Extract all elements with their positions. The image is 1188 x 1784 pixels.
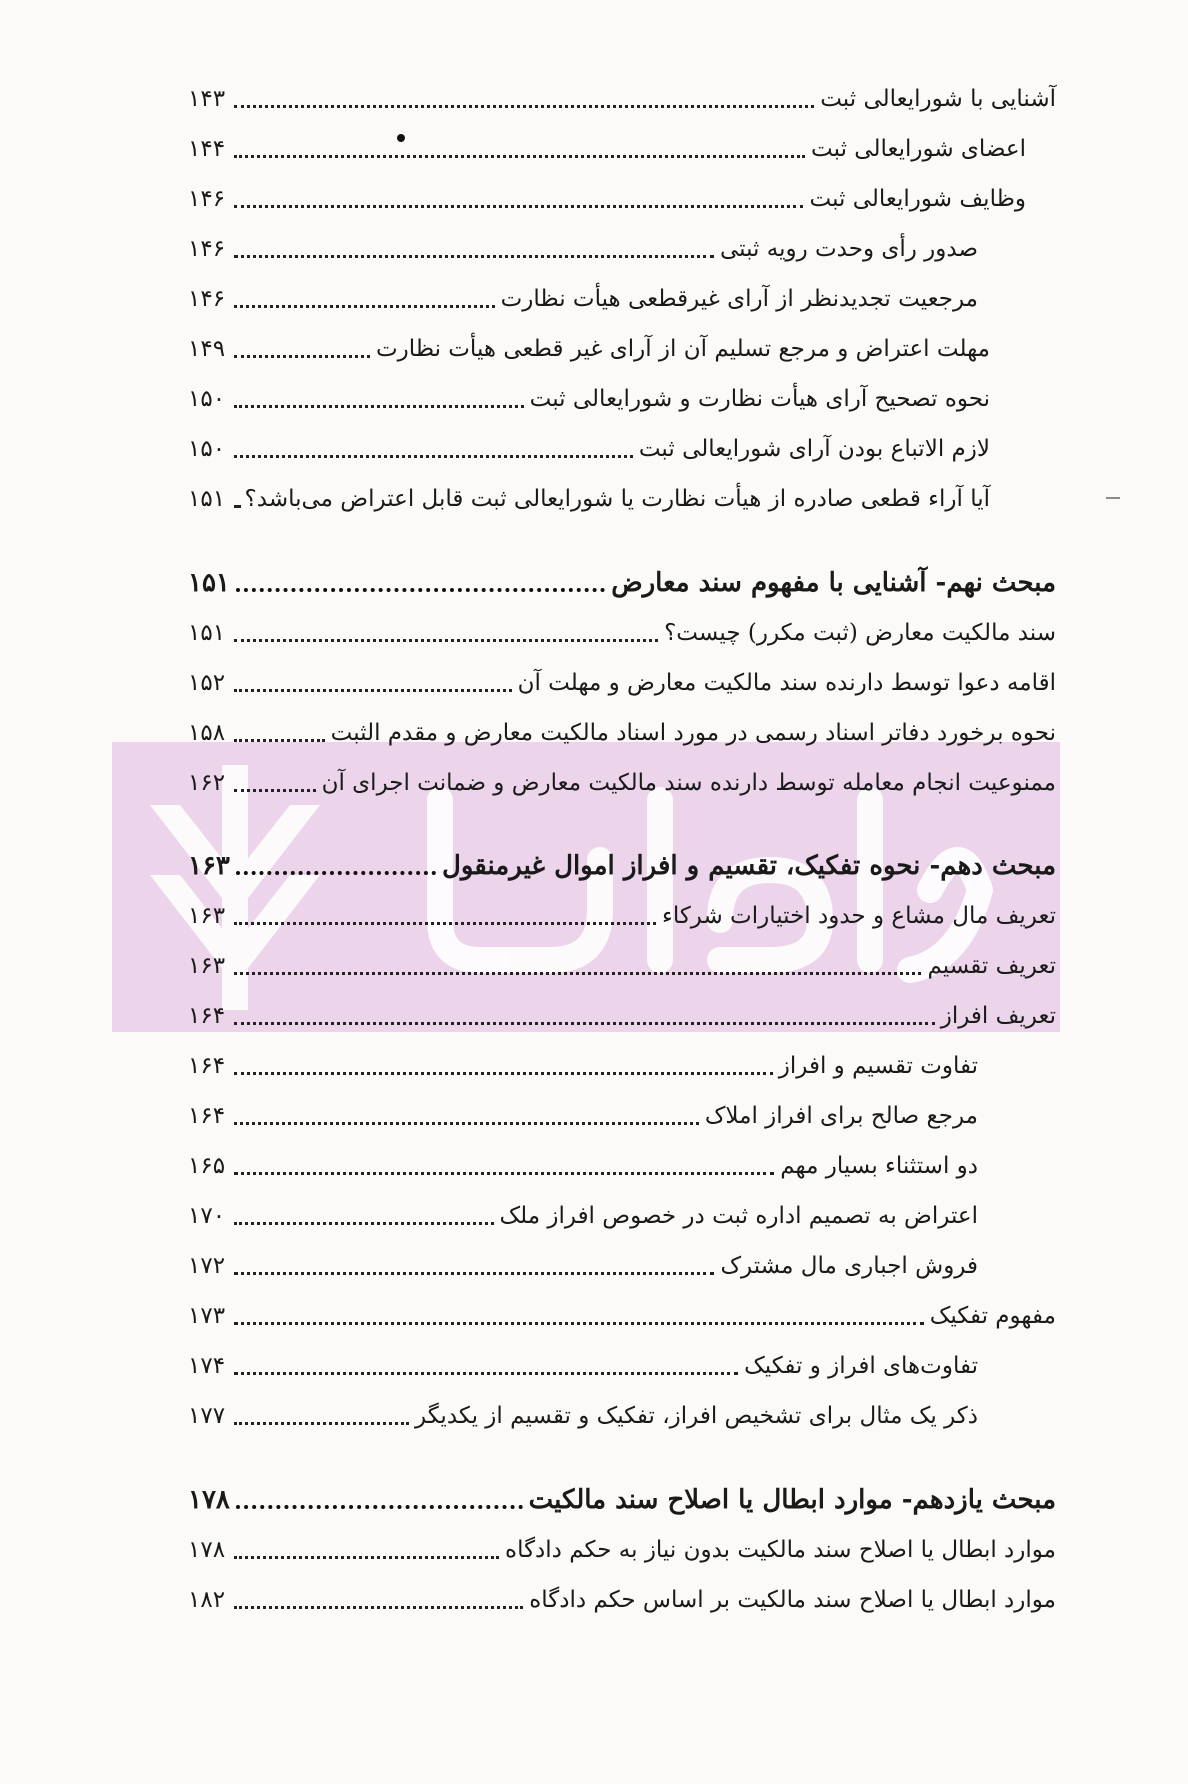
toc-row <box>188 710 1056 756</box>
toc-leader-dots <box>236 1505 523 1509</box>
toc-leader-dots <box>234 739 325 742</box>
toc-page-number: ۱۸۲ <box>188 1587 226 1613</box>
toc-row <box>188 760 1056 806</box>
toc-leader-dots <box>234 255 714 258</box>
toc-row <box>188 893 1056 939</box>
toc-leader-dots <box>234 1072 773 1075</box>
toc-page-number: ۱۴۴ <box>188 136 226 162</box>
toc-row <box>188 993 1056 1039</box>
toc-leader-dots <box>234 405 524 408</box>
toc-entry-title: تفاوت‌های افراز و تفکیک <box>744 1353 978 1379</box>
toc-page-number: ۱۶۳ <box>188 953 226 979</box>
toc-leader-dots <box>234 1122 699 1125</box>
toc-page-number: ۱۴۳ <box>188 86 226 112</box>
ink-mark-icon <box>1106 495 1120 501</box>
toc-row <box>188 426 990 472</box>
toc-entry-title: مهلت اعتراض و مرجع تسلیم آن از آرای غیر قطعی هیأت نظارت <box>375 336 990 362</box>
toc-page-number: ۱۴۹ <box>188 336 226 362</box>
toc-leader-dots <box>234 155 805 158</box>
toc-row <box>188 1343 978 1389</box>
toc-page-number: ۱۴۶ <box>188 286 226 312</box>
toc-row <box>188 943 1056 989</box>
toc-page-number: ۱۶۴ <box>188 1053 226 1079</box>
toc-entry-title: ممنوعیت انجام معامله توسط دارنده سند مالکیت معارض و ضمانت اجرای آن <box>321 770 1056 796</box>
toc-page-number: ۱۵۰ <box>188 436 226 462</box>
toc-entry-title: ذکر یک مثال برای تشخیص افراز، تفکیک و تقسیم از یکدیگر <box>415 1403 978 1429</box>
toc-leader-dots <box>234 922 656 925</box>
toc-entry-title: سند مالکیت معارض (ثبت مکرر) چیست؟ <box>664 620 1056 646</box>
toc-entry-title: نحوه برخورد دفاتر اسناد رسمی در مورد اسناد مالکیت معارض و مقدم الثبت <box>330 720 1056 746</box>
toc-page-number: ۱۷۰ <box>188 1203 226 1229</box>
toc-leader-dots <box>234 1372 738 1375</box>
toc-leader-dots <box>234 455 633 458</box>
toc-entry-title: موارد ابطال یا اصلاح سند مالکیت بدون نیاز به حکم دادگاه <box>505 1537 1056 1563</box>
toc-leader-dots <box>234 1422 409 1425</box>
toc-page-number: ۱۶۳ <box>188 851 230 881</box>
toc-entry-title: اعتراض به تصمیم اداره ثبت در خصوص افراز ملک <box>499 1203 978 1229</box>
toc-leader-dots <box>234 789 316 792</box>
toc-page-number: ۱۶۵ <box>188 1153 226 1179</box>
toc-page-number: ۱۵۱ <box>188 568 230 598</box>
toc-entry-title: اقامه دعوا توسط دارنده سند مالکیت معارض و مهلت آن <box>517 670 1056 696</box>
toc-row <box>188 226 978 272</box>
toc-entry-title: آیا آراء قطعی صادره از هیأت نظارت یا شورایعالی ثبت قابل اعتراض می‌باشد؟ <box>244 486 990 512</box>
toc-row <box>188 176 1026 222</box>
toc-page-number: ۱۵۸ <box>188 720 226 746</box>
toc-row <box>188 376 990 422</box>
toc-heading-title: مبحث دهم- نحوه تفکیک، تقسیم و افراز اموال غیرمنقول <box>441 851 1056 881</box>
toc-page-number: ۱۵۱ <box>188 486 226 512</box>
toc-leader-dots <box>234 1272 714 1275</box>
toc-heading-title: مبحث یازدهم- موارد ابطال یا اصلاح سند مالکیت <box>528 1485 1056 1515</box>
toc-page-number: ۱۴۶ <box>188 186 226 212</box>
toc-page-number: ۱۶۳ <box>188 903 226 929</box>
toc-leader-dots <box>234 105 814 108</box>
toc-entry-title: تعریف تقسیم <box>927 953 1056 979</box>
toc-leader-dots <box>234 1606 523 1609</box>
toc-page-number: ۱۶۴ <box>188 1003 226 1029</box>
toc-section-heading <box>188 1472 1056 1528</box>
toc-page-number: ۱۷۷ <box>188 1403 226 1429</box>
toc-entry-title: مفهوم تفکیک <box>929 1303 1056 1329</box>
toc-heading-title: مبحث نهم- آشنایی با مفهوم سند معارض <box>611 568 1056 598</box>
toc-entry-title: لازم الاتباع بودن آرای شورایعالی ثبت <box>638 436 990 462</box>
toc-row <box>188 76 1056 122</box>
toc-leader-dots <box>234 1556 499 1559</box>
toc-row <box>188 610 1056 656</box>
toc-leader-dots <box>234 639 658 642</box>
toc-section-heading <box>188 838 1056 894</box>
toc-leader-dots <box>234 1322 924 1325</box>
toc-entry-title: موارد ابطال یا اصلاح سند مالکیت بر اساس حکم دادگاه <box>529 1587 1056 1613</box>
toc-page-number: ۱۵۲ <box>188 670 226 696</box>
toc-leader-dots <box>234 689 512 692</box>
toc-row <box>188 1243 978 1289</box>
toc-row <box>188 1093 978 1139</box>
toc-leader-dots <box>234 505 239 508</box>
toc-row <box>188 660 1056 706</box>
toc-page-number: ۱۶۲ <box>188 770 226 796</box>
toc-entry-title: اعضای شورایعالی ثبت <box>811 136 1026 162</box>
toc-leader-dots <box>234 355 370 358</box>
toc-row <box>188 1043 978 1089</box>
toc-section-heading <box>188 555 1056 611</box>
toc-entry-title: آشنایی با شورایعالی ثبت <box>820 86 1056 112</box>
toc-row <box>188 1577 1056 1623</box>
toc-page-number: ۱۵۱ <box>188 620 226 646</box>
toc-leader-dots <box>234 1172 774 1175</box>
toc-entry-title: تعریف افراز <box>940 1003 1056 1029</box>
toc-entry-title: تعریف مال مشاع و حدود اختیارات شرکاء <box>662 903 1056 929</box>
toc-page-number: ۱۷۸ <box>188 1485 230 1515</box>
toc-row <box>188 326 990 372</box>
toc-entry-title: وظایف شورایعالی ثبت <box>809 186 1026 212</box>
toc-page-number: ۱۷۴ <box>188 1353 226 1379</box>
toc-row <box>188 1193 978 1239</box>
toc-page-number: ۱۵۰ <box>188 386 226 412</box>
toc-entry-title: مرجع صالح برای افراز املاک <box>704 1103 978 1129</box>
toc-entry-title: مرجعیت تجدیدنظر از آرای غیرقطعی هیأت نظارت <box>500 286 978 312</box>
toc-page-number: ۱۷۳ <box>188 1303 226 1329</box>
toc-entry-title: نحوه تصحیح آرای هیأت نظارت و شورایعالی ثبت <box>529 386 990 412</box>
toc-page-number: ۱۴۶ <box>188 236 226 262</box>
toc-leader-dots <box>236 871 436 875</box>
toc-entry-title: فروش اجباری مال مشترک <box>720 1253 978 1279</box>
toc-page-number: ۱۶۴ <box>188 1103 226 1129</box>
toc-row <box>188 126 1026 172</box>
toc-entry-title: صدور رأی وحدت رویه ثبتی <box>719 236 978 262</box>
toc-leader-dots <box>234 972 921 975</box>
toc-entry-title: تفاوت تقسیم و افراز <box>778 1053 978 1079</box>
toc-leader-dots <box>234 1022 935 1025</box>
toc-row <box>188 1527 1056 1573</box>
toc-row <box>188 1393 978 1439</box>
toc-leader-dots <box>234 1222 494 1225</box>
toc-row <box>188 476 990 522</box>
toc-page-number: ۱۷۸ <box>188 1537 226 1563</box>
toc-leader-dots <box>234 305 495 308</box>
toc-entry-title: دو استثناء بسیار مهم <box>780 1153 978 1179</box>
toc-row <box>188 1293 1056 1339</box>
toc-leader-dots <box>236 588 605 592</box>
toc-row <box>188 276 978 322</box>
toc-leader-dots <box>234 205 803 208</box>
toc-page-number: ۱۷۲ <box>188 1253 226 1279</box>
toc-row <box>188 1143 978 1189</box>
